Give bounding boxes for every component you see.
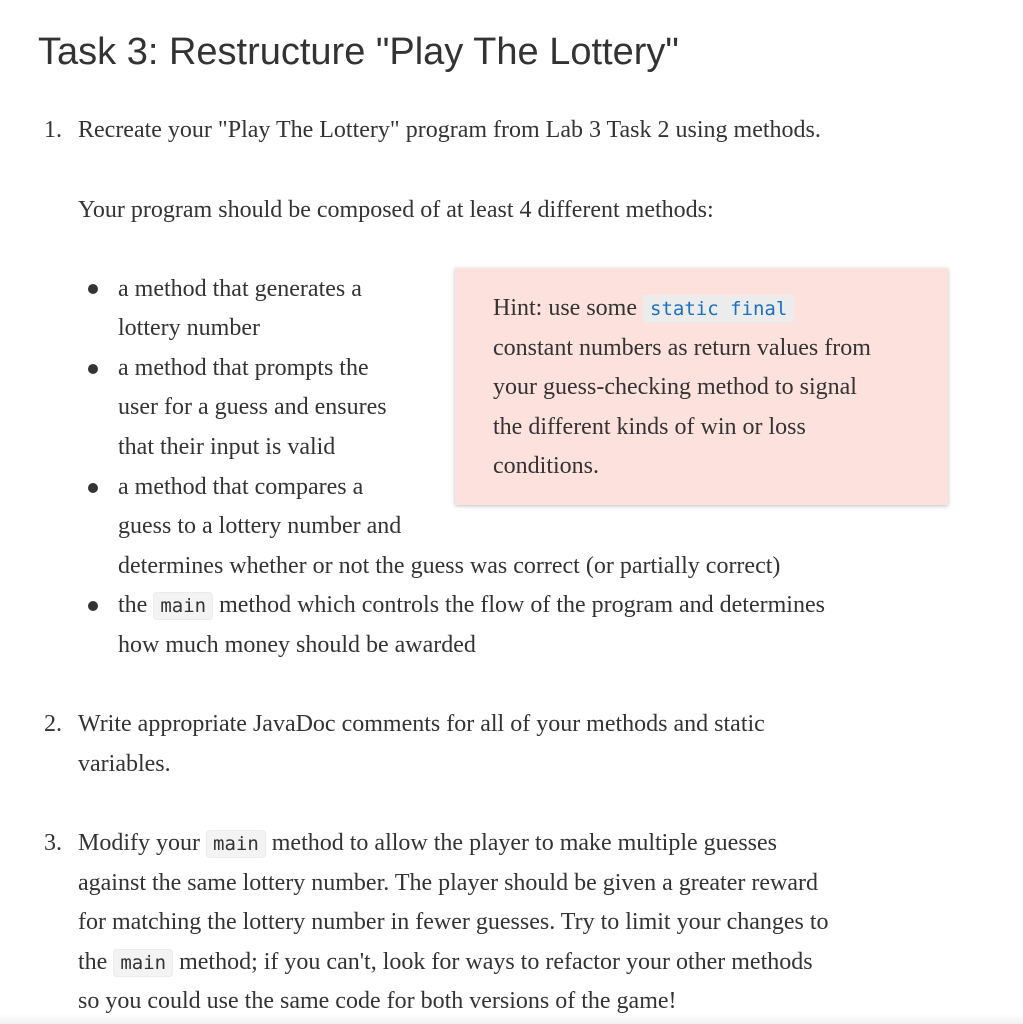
- bottom-fade: [0, 1014, 1023, 1024]
- hint-text: [493, 292, 794, 325]
- bullet-text: determines whether or not the guess was correct (or partially correct): [118, 553, 781, 579]
- hint-text: conditions.: [493, 453, 599, 479]
- list-text-post: method; if you can't, look for ways to refactor your other methods: [179, 949, 813, 975]
- bullet-text: a method that generates a: [118, 276, 362, 302]
- list-item-text: Recreate your "Play The Lottery" program from Lab 3 Task 2 using methods.: [78, 117, 821, 143]
- inline-code-main: main: [153, 592, 213, 620]
- list-text-pre: the: [78, 949, 108, 975]
- list-number: 2.: [44, 711, 62, 737]
- bullet-dot: [88, 483, 98, 493]
- bullet-dot: [88, 364, 98, 374]
- inline-code-main: main: [206, 830, 266, 858]
- bullet-text-post: method which controls the flow of the program and determines: [219, 592, 825, 618]
- bullet-text: user for a guess and ensures: [118, 394, 387, 420]
- inline-code-main: main: [113, 949, 173, 977]
- hint-text: the different kinds of win or loss: [493, 414, 806, 440]
- list-item-text: so you could use the same code for both versions of the game!: [78, 988, 677, 1014]
- list-number: 1.: [44, 117, 62, 143]
- hint-text-pre: Hint: use some: [493, 295, 637, 321]
- list-text-post: method to allow the player to make multiple guesses: [271, 830, 777, 856]
- hint-text: constant numbers as return values from: [493, 335, 871, 361]
- bullet-text: a method that prompts the: [118, 355, 369, 381]
- bullet-text: how much money should be awarded: [118, 632, 476, 658]
- bullet-dot: [88, 601, 98, 611]
- list-item-text: against the same lottery number. The player should be given a greater reward: [78, 870, 818, 896]
- bullet-dot: [88, 284, 98, 294]
- bullet-text: a method that compares a: [118, 474, 364, 500]
- inline-code-static-final: static final: [643, 295, 794, 323]
- list-number: 3.: [44, 830, 62, 856]
- bullet-text: lottery number: [118, 315, 260, 341]
- hint-text: your guess-checking method to signal: [493, 374, 857, 400]
- page-title: Task 3: Restructure "Play The Lottery": [38, 31, 679, 73]
- hint-callout: [455, 268, 948, 505]
- list-item-text: for matching the lottery number in fewer guesses. Try to limit your changes to: [78, 909, 829, 935]
- bullet-text: that their input is valid: [118, 434, 336, 460]
- bullet-text-pre: the: [118, 592, 148, 618]
- list-item-subtext: Your program should be composed of at least 4 different methods:: [78, 197, 714, 223]
- list-item-text: variables.: [78, 751, 171, 777]
- list-text-pre: Modify your: [78, 830, 200, 856]
- list-item-text: [78, 946, 813, 979]
- list-item-text: Write appropriate JavaDoc comments for all of your methods and static: [78, 711, 765, 737]
- bullet-text: guess to a lottery number and: [118, 513, 402, 539]
- list-item-text: [78, 827, 777, 860]
- bullet-text: [118, 589, 825, 622]
